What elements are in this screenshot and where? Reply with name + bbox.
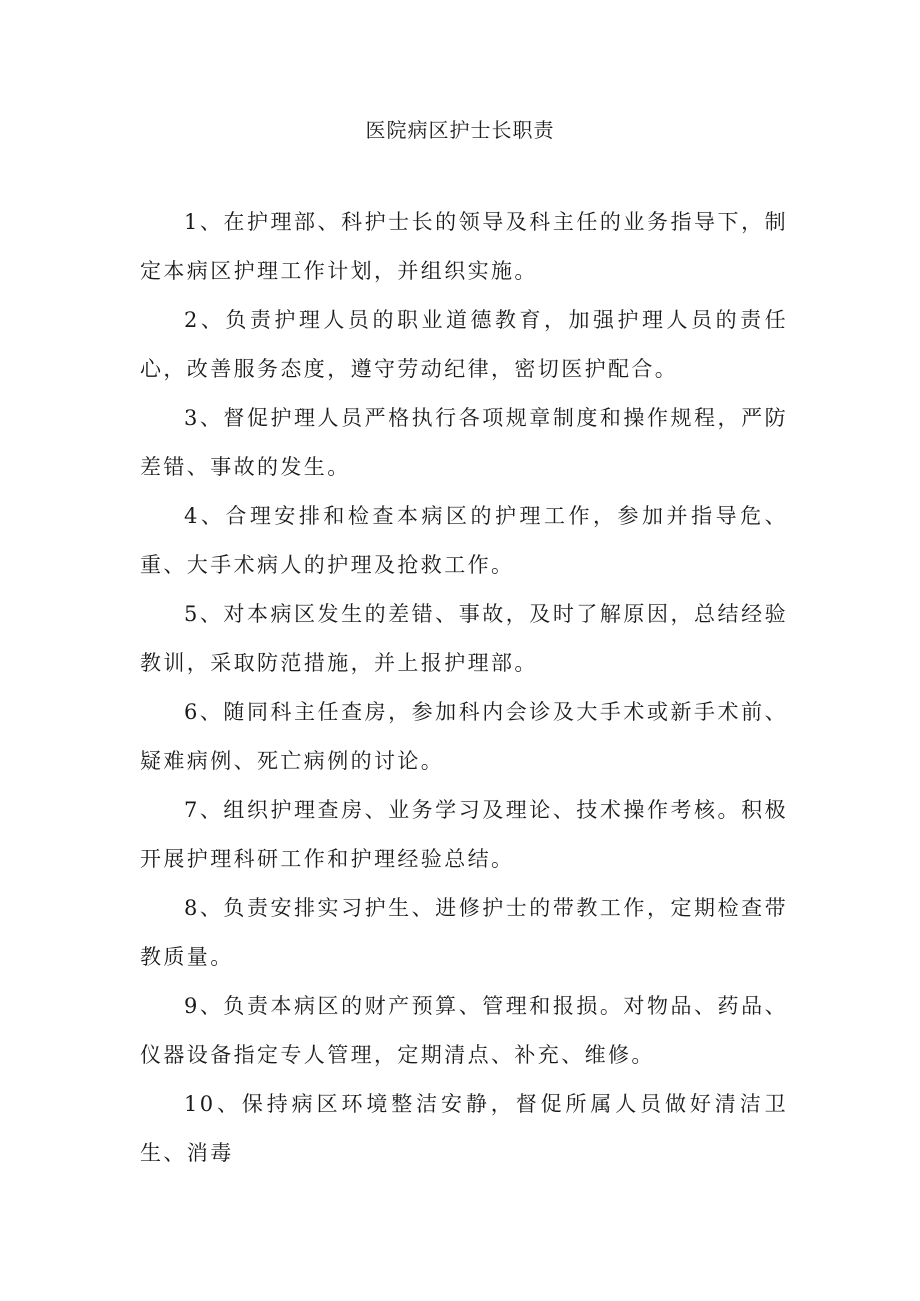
duty-list (140, 198, 788, 1178)
duty-item-7: 7、组织护理查房、业务学习及理论、技术操作考核。积极开展护理科研工作和护理经验总结。 (140, 798, 788, 871)
duty-item-9: 9、负责本病区的财产预算、管理和报损。对物品、药品、仪器设备指定专人管理，定期清点、补充、维修。 (140, 994, 788, 1067)
duty-item-2: 2、负责护理人员的职业道德教育，加强护理人员的责任心，改善服务态度，遵守劳动纪律，密切医护配合。 (140, 308, 788, 381)
duty-item-4: 4、合理安排和检查本病区的护理工作，参加并指导危、重、大手术病人的护理及抢救工作。 (140, 504, 788, 577)
duty-item-3: 3、督促护理人员严格执行各项规章制度和操作规程，严防差错、事故的发生。 (140, 406, 788, 479)
page-title: 医院病区护士长职责 (365, 118, 555, 142)
duty-item-5: 5、对本病区发生的差错、事故，及时了解原因，总结经验教训，采取防范措施，并上报护理部。 (140, 602, 788, 675)
duty-item-8: 8、负责安排实习护生、进修护士的带教工作，定期检查带教质量。 (140, 896, 788, 969)
duty-item-6: 6、随同科主任查房，参加科内会诊及大手术或新手术前、疑难病例、死亡病例的讨论。 (140, 700, 788, 773)
duty-item-1: 1、在护理部、科护士长的领导及科主任的业务指导下，制定本病区护理工作计划，并组织实施。 (140, 210, 788, 283)
duty-item-10: 10、保持病区环境整洁安静，督促所属人员做好清洁卫生、消毒 (140, 1092, 788, 1165)
